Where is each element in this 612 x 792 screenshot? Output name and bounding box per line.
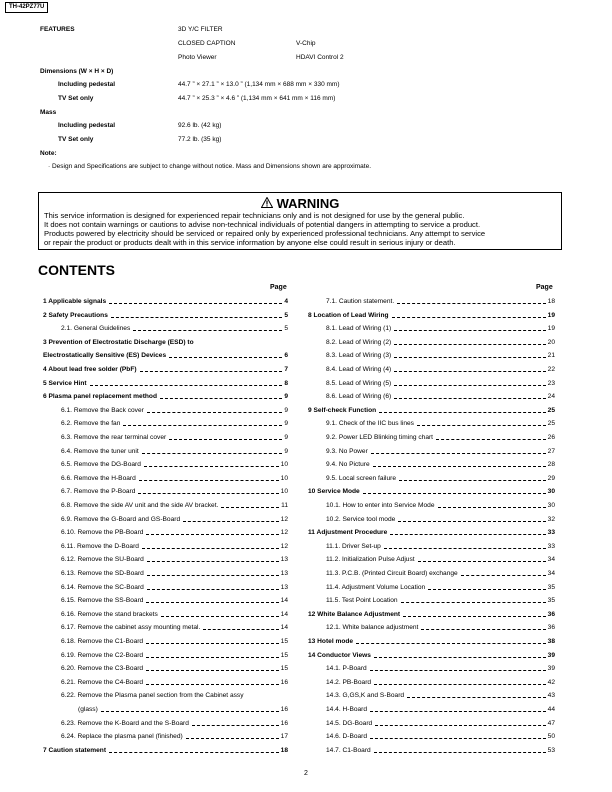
toc-entry-page: 24: [547, 393, 555, 401]
toc-entry-label: (glass): [78, 706, 98, 713]
toc-leader: [109, 303, 282, 304]
toc-entry-label: 6.5. Remove the DG-Board: [61, 461, 141, 469]
toc-entry-page: 15: [280, 651, 288, 659]
toc-entry-label: 11 Adjustment Procedure: [308, 529, 388, 537]
toc-entry-label: 4 About lead free solder (PbF): [43, 366, 137, 373]
warning-box: [38, 192, 562, 250]
toc-entry-label: 14.4. H-Board: [326, 706, 368, 713]
toc-leader: [407, 697, 546, 698]
mass-label: Mass: [40, 109, 57, 116]
toc-entry-page: 44: [547, 706, 555, 713]
toc-entry-label: 8.2. Lead of Wiring (2): [326, 338, 392, 346]
toc-entry-label: 6.15. Remove the SS-Board: [61, 597, 144, 605]
toc-entry[interactable]: [61, 692, 288, 700]
toc-entry-label: 9.1. Check of the IIC bus lines: [326, 420, 414, 428]
toc-entry[interactable]: [61, 597, 288, 605]
toc-entry[interactable]: [326, 366, 555, 374]
toc-entry-label: 3 Prevention of Electrostatic Discharge (ESD) to: [43, 338, 194, 346]
toc-entry-label: 6.3. Remove the rear terminal cover: [61, 434, 167, 441]
toc-entry[interactable]: [61, 652, 288, 660]
toc-entry-label: 6.13. Remove the SD-Board: [61, 570, 144, 577]
toc-entry-page: 7: [284, 366, 288, 373]
toc-leader: [394, 330, 545, 331]
toc-leader: [146, 643, 279, 644]
toc-entry-page: 35: [547, 597, 555, 605]
toc-entry-page: 23: [547, 379, 555, 387]
toc-entry-label: 9.4. No Picture: [326, 461, 370, 469]
toc-entry-label: 11.1. Driver Set-up: [326, 542, 381, 550]
toc-entry-page: 18: [547, 298, 555, 305]
toc-entry-label: 9 Self-check Function: [308, 406, 377, 414]
toc-entry-label: 8 Location of Lead Wiring: [308, 311, 389, 319]
toc-entry-page: 33: [547, 542, 555, 550]
toc-leader: [186, 738, 279, 739]
toc-leader: [183, 521, 279, 522]
warning-line: Products powered by electricity should be serviced or repaired only by experienced professional technicians. Any attempt to service: [44, 229, 486, 238]
toc-entry[interactable]: [308, 488, 555, 496]
feature-item: CLOSED CAPTION: [178, 40, 236, 47]
toc-entry[interactable]: [43, 312, 288, 320]
contents-title: CONTENTS: [38, 262, 115, 278]
toc-leader: [169, 439, 282, 440]
toc-entry[interactable]: [326, 584, 555, 592]
warning-line: or repair the product or products dealt with in this service information by anyone else could result in serious injury or death.: [44, 238, 456, 247]
toc-entry-label: 11.3. P.C.B. (Printed Circuit Board) exchange: [326, 570, 458, 577]
toc-entry[interactable]: [61, 556, 288, 564]
toc-leader: [356, 643, 546, 644]
toc-entry-label: 12 White Balance Adjustment: [308, 610, 401, 618]
toc-entry[interactable]: [61, 733, 288, 741]
toc-entry[interactable]: [326, 747, 555, 755]
toc-leader: [417, 425, 546, 426]
toc-entry-page: 5: [284, 325, 288, 333]
toc-entry[interactable]: [61, 461, 288, 469]
toc-entry-label: 6.6. Remove the H-Board: [61, 474, 136, 482]
toc-entry-page: 13: [280, 556, 288, 564]
toc-entry-label: 6 Plasma panel replacement method: [43, 393, 157, 401]
mass-pedestal-label: Including pedestal: [58, 122, 116, 129]
toc-entry-page: 16: [280, 719, 288, 727]
toc-leader: [401, 602, 546, 603]
toc-entry-label: 14 Conductor Views: [308, 651, 371, 659]
toc-entry-label: 6.23. Remove the K-Board and the S-Board: [61, 719, 189, 727]
toc-leader: [370, 738, 546, 739]
toc-entry-page: 33: [547, 529, 555, 537]
toc-entry[interactable]: [326, 298, 555, 306]
toc-entry-page: 20: [547, 338, 555, 346]
note-label: Note:: [40, 150, 57, 157]
toc-entry[interactable]: [308, 638, 555, 646]
toc-entry[interactable]: [326, 556, 555, 564]
toc-entry-page: 35: [547, 583, 555, 591]
toc-entry[interactable]: [308, 529, 555, 537]
toc-entry[interactable]: [326, 325, 555, 333]
toc-entry[interactable]: [326, 475, 555, 483]
toc-entry[interactable]: [61, 584, 288, 592]
toc-entry[interactable]: [308, 407, 555, 415]
toc-entry-page: 25: [547, 420, 555, 428]
toc-entry-label: 9.5. Local screen failure: [326, 474, 397, 482]
toc-entry-page: 9: [284, 420, 288, 428]
toc-entry-page: 38: [547, 638, 555, 645]
toc-entry-label: 6.24. Replace the plasma panel (finished): [61, 733, 183, 741]
toc-entry[interactable]: [61, 325, 288, 333]
toc-entry-page: 6: [284, 352, 288, 360]
toc-entry-label: 6.22. Remove the Plasma panel section from the Cabinet assy: [61, 692, 244, 700]
mass-tvset-label: TV Set only: [58, 136, 94, 143]
toc-entry[interactable]: [61, 570, 288, 578]
toc-entry-label: 2 Safety Precautions: [43, 311, 108, 319]
toc-entry-page: 16: [280, 706, 288, 713]
toc-entry-label: 11.2. Initialization Pulse Adjust: [326, 556, 415, 564]
toc-entry[interactable]: [43, 380, 288, 388]
toc-entry-label: 9.2. Power LED Blinking timing chart: [326, 434, 434, 441]
toc-leader: [147, 575, 279, 576]
toc-entry-page: 12: [280, 529, 288, 537]
toc-entry[interactable]: [326, 597, 555, 605]
toc-leader: [109, 752, 279, 753]
toc-entry-page: 36: [547, 624, 555, 632]
toc-entry-label: 9.3. No Power: [326, 447, 368, 455]
toc-leader: [374, 657, 546, 658]
features-label: FEATURES: [40, 26, 75, 33]
toc-entry[interactable]: [78, 706, 288, 714]
toc-entry[interactable]: [61, 529, 288, 537]
toc-leader: [142, 453, 283, 454]
toc-entry[interactable]: [61, 407, 288, 415]
toc-leader: [363, 493, 546, 494]
toc-leader: [390, 534, 545, 535]
toc-leader: [394, 371, 545, 372]
toc-entry-label: 6.21. Remove the C4-Board: [61, 678, 144, 686]
toc-entry-page: 8: [284, 379, 288, 387]
toc-entry[interactable]: [326, 502, 555, 510]
toc-entry-label: 14.5. DG-Board: [326, 719, 373, 727]
feature-item: 3D Y/C FILTER: [178, 26, 223, 33]
toc-entry-page: 34: [547, 556, 555, 564]
feature-item: Photo Viewer: [178, 54, 217, 61]
toc-entry[interactable]: [308, 611, 555, 619]
toc-entry-page: 29: [547, 474, 555, 482]
toc-leader: [394, 357, 545, 358]
toc-leader: [169, 357, 282, 358]
model-tag: TH-42PZ77U: [5, 2, 48, 13]
toc-leader: [375, 725, 545, 726]
toc-leader: [392, 317, 546, 318]
toc-entry-label: 14.7. C1-Board: [326, 746, 371, 754]
toc-leader: [374, 752, 546, 753]
toc-entry-label: 14.6. D-Board: [326, 733, 368, 741]
toc-entry-label: 6.2. Remove the fan: [61, 420, 121, 428]
toc-entry-page: 19: [547, 325, 555, 333]
toc-entry-page: 34: [547, 570, 555, 577]
toc-leader: [418, 561, 546, 562]
toc-entry-page: 53: [547, 746, 555, 754]
toc-entry-label: 1 Applicable signals: [43, 298, 107, 305]
toc-leader: [147, 412, 283, 413]
toc-leader: [144, 466, 279, 467]
warning-line: It does not contain warnings or cautions to advise non-technical individuals of potential dangers in attempting to service a product.: [44, 220, 481, 229]
toc-entry-page: 9: [284, 393, 288, 401]
toc-leader: [140, 371, 283, 372]
toc-entry[interactable]: [326, 624, 555, 632]
toc-entry-label: 6.19. Remove the C2-Board: [61, 651, 144, 659]
toc-leader: [146, 602, 278, 603]
toc-entry[interactable]: [43, 352, 288, 360]
toc-leader: [428, 589, 545, 590]
toc-entry[interactable]: [326, 461, 555, 469]
toc-entry-label: 2.1. General Guidelines: [61, 325, 131, 333]
toc-entry-page: 17: [280, 733, 288, 741]
toc-entry-page: 15: [280, 638, 288, 645]
toc-entry-page: 26: [547, 434, 555, 441]
toc-leader: [421, 629, 545, 630]
toc-entry-label: 6.9. Remove the G-Board and GS-Board: [61, 515, 181, 523]
toc-entry-label: 6.7. Remove the P-Board: [61, 488, 136, 496]
toc-leader: [394, 385, 545, 386]
toc-leader: [146, 670, 279, 671]
toc-leader: [147, 589, 279, 590]
toc-entry[interactable]: [326, 339, 555, 347]
toc-entry[interactable]: [61, 475, 288, 483]
toc-entry[interactable]: [43, 393, 288, 401]
toc-entry[interactable]: [61, 720, 288, 728]
toc-leader: [133, 330, 282, 331]
toc-entry-page: 50: [547, 733, 555, 741]
toc-entry[interactable]: [61, 611, 288, 619]
dim-tvset-label: TV Set only: [58, 95, 94, 102]
toc-entry-label: 14.1. P-Board: [326, 665, 367, 673]
toc-entry-label: 6.18. Remove the C1-Board: [61, 638, 144, 645]
toc-leader: [203, 629, 278, 630]
toc-entry[interactable]: [43, 298, 288, 306]
toc-entry-page: 14: [280, 624, 288, 632]
toc-entry-page: 47: [547, 719, 555, 727]
toc-entry-page: 12: [280, 542, 288, 550]
feature-item: HDAVI Control 2: [296, 54, 344, 61]
toc-entry[interactable]: [326, 380, 555, 388]
toc-leader: [138, 493, 278, 494]
toc-entry[interactable]: [61, 665, 288, 673]
toc-entry-label: 7 Caution statement: [43, 746, 107, 754]
toc-leader: [370, 670, 546, 671]
toc-entry[interactable]: [61, 624, 288, 632]
toc-entry-label: 6.16. Remove the stand brackets: [61, 610, 158, 618]
toc-entry-page: 19: [547, 311, 555, 319]
toc-leader: [371, 453, 546, 454]
toc-leader: [192, 725, 279, 726]
toc-entry[interactable]: [308, 312, 555, 320]
toc-entry-page: 10: [280, 461, 288, 469]
toc-leader: [374, 684, 546, 685]
toc-entry-page: 10: [280, 488, 288, 496]
toc-entry[interactable]: [61, 448, 288, 456]
toc-entry-label: Electrostatically Sensitive (ES) Devices: [43, 352, 167, 360]
toc-entry[interactable]: [326, 665, 555, 673]
toc-entry[interactable]: [326, 679, 555, 687]
toc-entry-label: 13 Hotel mode: [308, 638, 354, 645]
mass-pedestal-value: 92.6 lb. (42 kg): [178, 122, 222, 129]
toc-entry-page: 9: [284, 434, 288, 441]
toc-leader: [438, 507, 546, 508]
toc-entry-page: 9: [284, 406, 288, 414]
toc-entry-page: 12: [280, 515, 288, 523]
toc-entry[interactable]: [326, 420, 555, 428]
toc-entry-label: 8.6. Lead of Wiring (6): [326, 393, 392, 401]
toc-entry[interactable]: [326, 516, 555, 524]
toc-entry-label: 11.4. Adjustment Volume Location: [326, 583, 426, 591]
toc-entry-page: 14: [280, 597, 288, 605]
toc-entry-page: 42: [547, 678, 555, 686]
toc-entry-page: 25: [547, 406, 555, 414]
toc-entry-label: 6.8. Remove the side AV unit and the side AV bracket.: [61, 502, 219, 509]
toc-entry-page: 9: [284, 447, 288, 455]
toc-entry-label: 5 Service Hint: [43, 379, 87, 387]
toc-entry-page: 28: [547, 461, 555, 469]
page-header-left: Page: [270, 284, 287, 291]
toc-entry[interactable]: [326, 352, 555, 360]
toc-leader: [373, 466, 546, 467]
toc-entry[interactable]: [326, 720, 555, 728]
toc-entry-page: 27: [547, 447, 555, 455]
toc-entry-label: 6.14. Remove the SC-Board: [61, 583, 144, 591]
page-header-right: Page: [536, 284, 553, 291]
toc-leader: [123, 425, 282, 426]
toc-entry[interactable]: [326, 692, 555, 700]
toc-entry-label: 10 Service Mode: [308, 488, 360, 496]
toc-entry[interactable]: [43, 747, 288, 755]
toc-entry-page: 21: [547, 352, 555, 360]
toc-entry[interactable]: [308, 652, 555, 660]
toc-entry-label: 6.4. Remove the tuner unit: [61, 447, 139, 455]
toc-entry[interactable]: [326, 570, 555, 578]
toc-entry[interactable]: [326, 706, 555, 714]
warning-line: This service information is designed for experienced repair technicians only and is not designed for use by the general public.: [44, 211, 465, 220]
dim-pedestal-value: 44.7 ” × 27.1 ” × 13.0 ” (1,134 mm × 688 mm × 330 mm): [178, 81, 340, 88]
toc-entry-label: 7.1. Caution statement.: [326, 298, 395, 305]
toc-entry-page: 14: [280, 610, 288, 618]
toc-leader: [399, 480, 546, 481]
toc-entry[interactable]: [61, 516, 288, 524]
toc-entry[interactable]: [326, 434, 555, 442]
dim-tvset-value: 44.7 ” × 25.3 ” × 4.6 ” (1,134 mm × 641 mm × 116 mm): [178, 95, 336, 102]
toc-entry-label: 6.12. Remove the SU-Board: [61, 556, 144, 564]
toc-entry-label: 12.1. White balance adjustment: [326, 624, 419, 632]
toc-entry-label: 8.3. Lead of Wiring (3): [326, 352, 392, 360]
toc-leader: [139, 480, 279, 481]
toc-entry-page: 18: [280, 746, 288, 754]
toc-entry-page: 30: [547, 488, 555, 496]
toc-leader: [461, 575, 546, 576]
toc-entry-page: 22: [547, 366, 555, 373]
toc-leader: [370, 711, 546, 712]
toc-entry-page: 30: [547, 502, 555, 509]
toc-leader: [142, 548, 279, 549]
toc-entry-label: 8.4. Lead of Wiring (4): [326, 366, 392, 373]
toc-leader: [397, 303, 545, 304]
toc-entry[interactable]: [326, 393, 555, 401]
toc-leader: [221, 507, 279, 508]
toc-entry-page: 11: [281, 502, 288, 509]
toc-entry[interactable]: [61, 502, 288, 510]
toc-entry[interactable]: [326, 543, 555, 551]
toc-entry[interactable]: [326, 448, 555, 456]
toc-entry-label: 14.2. PB-Board: [326, 678, 372, 686]
feature-item: V-Chip: [296, 40, 316, 47]
toc-entry-page: 32: [547, 515, 555, 523]
toc-entry-page: 39: [547, 665, 555, 673]
toc-entry-page: 16: [280, 678, 288, 686]
toc-entry[interactable]: [61, 638, 288, 646]
dimensions-label: Dimensions (W × H × D): [40, 68, 114, 75]
toc-entry-page: 39: [547, 651, 555, 659]
toc-entry[interactable]: [61, 420, 288, 428]
warning-title-text: WARNING: [276, 196, 340, 211]
toc-entry-label: 8.1. Lead of Wiring (1): [326, 325, 392, 333]
toc-leader: [161, 616, 279, 617]
toc-entry[interactable]: [43, 366, 288, 374]
toc-leader: [90, 385, 283, 386]
toc-entry[interactable]: [43, 339, 288, 347]
toc-entry-page: 10: [280, 474, 288, 482]
warning-title: [39, 196, 561, 211]
toc-leader: [398, 521, 545, 522]
toc-leader: [101, 711, 279, 712]
toc-entry-label: 6.1. Remove the Back cover: [61, 406, 144, 414]
toc-leader: [436, 439, 546, 440]
toc-entry-page: 13: [280, 583, 288, 591]
toc-entry-label: 11.5. Test Point Location: [326, 597, 398, 605]
toc-entry-page: 13: [280, 570, 288, 577]
toc-leader: [379, 412, 546, 413]
toc-entry-label: 8.5. Lead of Wiring (5): [326, 379, 392, 387]
warning-triangle-icon: [261, 197, 273, 211]
toc-leader: [394, 344, 545, 345]
toc-entry-page: 5: [284, 311, 288, 319]
toc-entry[interactable]: [61, 488, 288, 496]
toc-entry-label: 6.20. Remove the C3-Board: [61, 665, 144, 673]
toc-entry-label: 14.3. G,GS,K and S-Board: [326, 692, 405, 700]
toc-entry[interactable]: [61, 434, 288, 442]
toc-entry-label: 6.17. Remove the cabinet assy mounting metal.: [61, 624, 201, 632]
toc-entry-label: 10.1. How to enter into Service Mode: [326, 502, 435, 509]
toc-entry-page: 15: [280, 665, 288, 673]
toc-leader: [111, 317, 282, 318]
toc-entry[interactable]: [61, 679, 288, 687]
dim-pedestal-label: Including pedestal: [58, 81, 116, 88]
toc-entry-label: 10.2. Service tool mode: [326, 515, 396, 523]
toc-entry[interactable]: [61, 543, 288, 551]
toc-entry[interactable]: [326, 733, 555, 741]
toc-leader: [403, 616, 546, 617]
toc-entry-page: 4: [284, 298, 288, 305]
toc-leader: [160, 398, 282, 399]
toc-entry-page: 43: [547, 692, 555, 700]
toc-leader: [146, 684, 279, 685]
toc-leader: [147, 561, 279, 562]
toc-leader: [146, 657, 279, 658]
toc-entry-label: 6.11. Remove the D-Board: [61, 542, 139, 550]
toc-entry-label: 6.10. Remove the PB-Board: [61, 529, 144, 537]
note-text: · Design and Specifications are subject to change without notice. Mass and Dimensions shown are approximate.: [48, 163, 372, 170]
toc-leader: [394, 398, 545, 399]
mass-tvset-value: 77.2 lb. (35 kg): [178, 136, 222, 143]
toc-leader: [384, 548, 546, 549]
toc-leader: [146, 534, 278, 535]
toc-entry-page: 36: [547, 610, 555, 618]
page-number: 2: [304, 770, 308, 777]
